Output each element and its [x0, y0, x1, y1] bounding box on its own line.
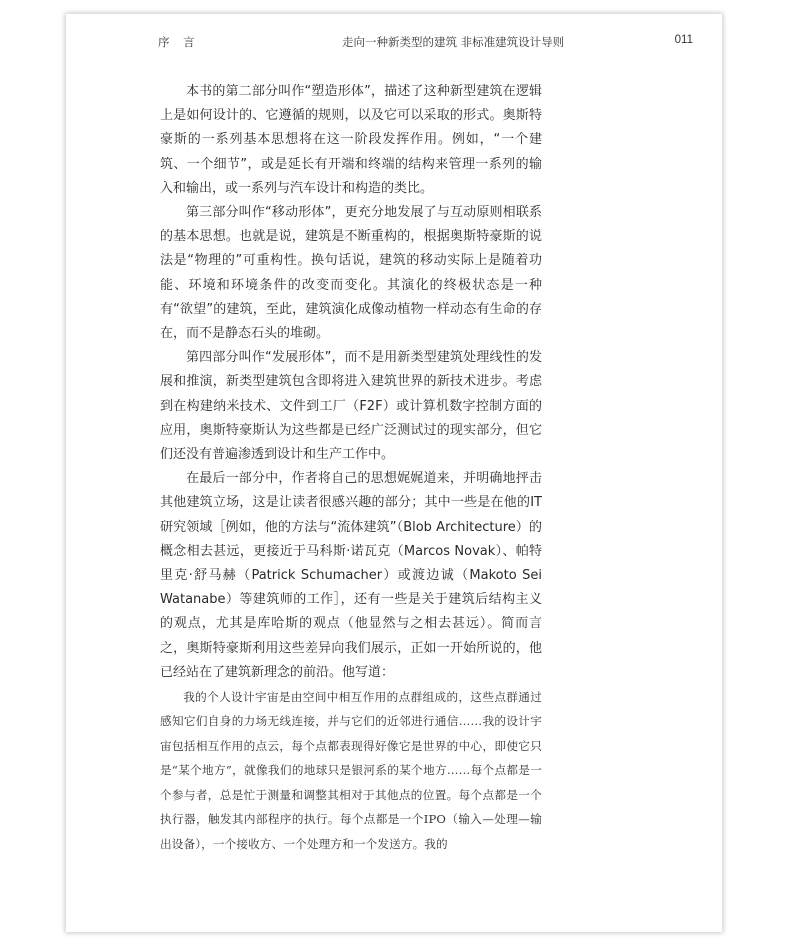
running-header [158, 34, 693, 52]
paragraph-part-two: 本书的第二部分叫作“塑造形体”，描述了这种新型建筑在逻辑上是如何设计的、它遵循的规则，以及它可以采取的形式。奥斯特豪斯的一系列基本思想将在这一阶段发挥作用。例如，“一个建筑、一个细节”，或是延长有开端和终端的结构来管理一系列的输入和输出，或一系列与汽车设计和构造的类比。 [160, 84, 542, 196]
running-title: 走向一种新类型的建筑 非标准建筑设计导则 [342, 35, 565, 49]
paragraph-part-three: 第三部分叫作“移动形体”，更充分地发展了与互动原则相联系的基本思想。也就是说，建筑是不断重构的，根据奥斯特豪斯的说法是“物理的”可重构性。换句话说，建筑的移动实际上是随着功能、环境和环境条件的改变而变化。其演化的终极状态是一种有“欲望”的建筑，至此，建筑演化成像动植物一样动态有生命的存在，而不是静态石头的堆砌。 [160, 205, 542, 342]
section-label: 序 言 [158, 35, 200, 49]
page-number: 011 [674, 34, 693, 46]
paragraph-last-part: 在最后一部分中，作者将自己的思想娓娓道来，并明确地抨击其他建筑立场，这是让读者很感兴趣的部分；其中一些是在他的IT研究领域［例如，他的方法与“流体建筑”（Blob Architecture）的概念相去甚远，更接近于马科斯·诺瓦克（Marcos Novak）、帕特里克·舒马赫（Patrick Schumacher）或渡边诚（Makoto Sei Watanabe）等建筑师的工作］，还有一些是关于建筑后结构主义的观点，尤其是库哈斯的观点（他显然与之相去甚远）。简而言之，奥斯特豪斯利用这些差异向我们展示，正如一开始所说的，他已经站在了建筑新理念的前沿。他写道： [160, 471, 542, 680]
body-text [160, 80, 542, 856]
book-page [66, 14, 722, 932]
paragraph-part-four: 第四部分叫作“发展形体”，而不是用新类型建筑处理线性的发展和推演，新类型建筑包含即将进入建筑世界的新技术进步。考虑到在构建纳米技术、文件到工厂（F2F）或计算机数字控制方面的应用，奥斯特豪斯认为这些都是已经广泛测试过的现实部分，但它们还没有普遍渗透到设计和生产工作中。 [160, 350, 542, 463]
block-quote: 我的个人设计宇宙是由空间中相互作用的点群组成的，这些点群通过感知它们自身的力场无线连接，并与它们的近邻进行通信……我的设计宇宙包括相互作用的点云，每个点都表现得好像它是世界的中心，即使它只是“某个地方”，就像我们的地球只是银河系的某个地方……每个点都是一个参与者，总是忙于测量和调整其相对于其他点的位置。每个点都是一个执行器，触发其内部程序的执行。每个点都是一个IPO（输入—处理—输出设备），一个接收方、一个处理方和一个发送方。我的 [160, 690, 542, 851]
